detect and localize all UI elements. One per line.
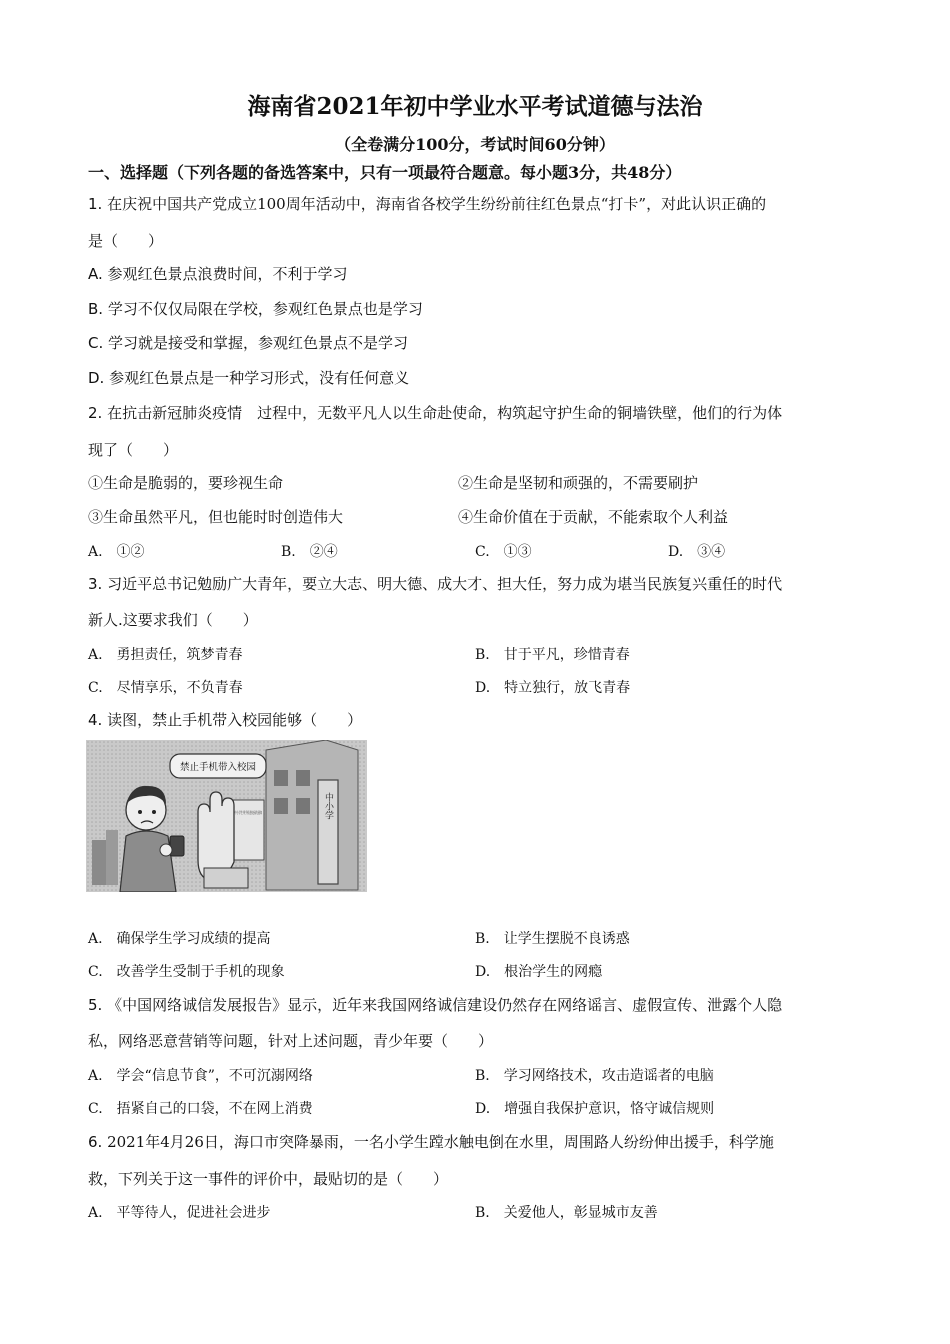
question-text: 《中国网络诚信发展报告》显示，近年来我国网络诚信建设仍然存在网络谣言、虚假宣传、泄露个人隐 <box>107 996 783 1014</box>
sleeve <box>204 868 248 888</box>
question-number: 5. <box>88 996 103 1014</box>
q4-option-d: D. 根治学生的网瘾 <box>475 964 603 980</box>
window <box>274 770 288 786</box>
cartoon-image <box>86 740 367 892</box>
q2-option-b: B. ②④ <box>281 544 338 560</box>
building <box>92 840 106 885</box>
q5-option-b: B. 学习网络技术，攻击造谣者的电脑 <box>475 1068 714 1084</box>
school-name: 中小学 <box>323 792 333 820</box>
q2-statement-4: ④生命价值在于贡献，不能索取个人利益 <box>458 508 729 526</box>
q3-option-b: B. 甘于平凡，珍惜青春 <box>475 647 630 663</box>
question-3-line2: 新人.这要求我们（ ） <box>88 611 258 629</box>
question-4 <box>88 709 362 730</box>
q5-option-d: D. 增强自我保护意识，恪守诚信规则 <box>475 1101 715 1117</box>
q2-option-a: A. ①② <box>88 544 145 560</box>
q1-option-c: C. 学习就是接受和掌握，参观红色景点不是学习 <box>88 334 409 352</box>
q1-option-d: D. 参观红色景点是一种学习形式，没有任何意义 <box>88 369 410 387</box>
question-text: 读图，禁止手机带入校园能够（ ） <box>107 711 363 729</box>
q4-option-a: A. 确保学生学习成绩的提高 <box>88 931 271 947</box>
building <box>106 830 118 885</box>
school-building <box>266 740 358 890</box>
section-heading: 一、选择题（下列各题的备选答案中，只有一项最符合题意。每小题3分，共48分） <box>88 163 682 182</box>
q2-statement-2: ②生命是坚韧和顽强的，不需要刷护 <box>458 474 699 492</box>
q2-statement-3: ③生命虽然平凡，但也能时时创造伟大 <box>88 508 344 526</box>
question-number: 3. <box>88 575 103 593</box>
question-6-line2: 救，下列关于这一事件的评价中，最贴切的是（ ） <box>88 1170 449 1188</box>
page-title: 海南省2021年初中学业水平考试道德与法治 <box>247 93 703 120</box>
q1-option-a: A. 参观红色景点浪费时间，不利于学习 <box>88 265 348 283</box>
q5-option-c: C. 捂紧自己的口袋，不在网上消费 <box>88 1101 313 1117</box>
window <box>274 798 288 814</box>
phone <box>170 836 184 856</box>
q2-statement-1: ①生命是脆弱的，要珍视生命 <box>88 474 284 492</box>
q5-option-a: A. 学会“信息节食”，不可沉溺网络 <box>88 1068 313 1084</box>
question-number: 2. <box>88 404 103 422</box>
q6-option-a: A. 平等待人，促进社会进步 <box>88 1205 271 1221</box>
q3-option-d: D. 特立独行，放飞青春 <box>475 680 631 696</box>
exam-info: （全卷满分100分，考试时间60分钟） <box>335 135 615 154</box>
sign-text: 禁止手机带入校园 <box>179 762 257 773</box>
boy-eye <box>138 810 142 814</box>
question-number: 4. <box>88 711 103 729</box>
window <box>296 798 310 814</box>
q2-option-c: C. ①③ <box>475 544 532 560</box>
question-6 <box>88 1131 774 1152</box>
boy-hand <box>160 844 172 856</box>
question-text: 习近平总书记勉励广大青年，要立大志、明大德、成大才、担大任，努力成为堪当民族复兴重任的时代 <box>107 575 783 593</box>
question-text: 2021年4月26日，海口市突降暴雨，一名小学生蹚水触电倒在水里，周围路人纷纷伸出援手，科学施 <box>107 1133 774 1151</box>
q4-option-b: B. 让学生摆脱不良诱惑 <box>475 931 630 947</box>
question-5 <box>88 994 782 1015</box>
q3-option-a: A. 勇担责任，筑梦青春 <box>88 647 243 663</box>
boy-body <box>120 831 176 892</box>
question-1-line2: 是（ ） <box>88 232 164 250</box>
question-2-line2: 现了（ ） <box>88 441 179 459</box>
question-1 <box>88 193 766 214</box>
q4-option-c: C. 改善学生受制于手机的现象 <box>88 964 285 980</box>
question-number: 6. <box>88 1133 103 1151</box>
question-number: 1. <box>88 195 103 213</box>
boy-eye <box>152 810 156 814</box>
q1-option-b: B. 学习不仅仅局限在学校，参观红色景点也是学习 <box>88 300 423 318</box>
stop-hand <box>198 792 234 880</box>
question-text: 在庆祝中国共产党成立100周年活动中，海南省各校学生纷纷前往红色景点“打卡”，对此认识正确的 <box>107 195 767 213</box>
notice-text: 关于禁止中小学生带手机进校园的通知 <box>226 810 294 815</box>
question-5-line2: 私，网络恶意营销等问题，针对上述问题，青少年要（ ） <box>88 1032 494 1050</box>
q3-option-c: C. 尽情享乐，不负青春 <box>88 680 243 696</box>
question-2 <box>88 402 782 423</box>
q6-option-b: B. 关爱他人，彰显城市友善 <box>475 1205 658 1221</box>
window <box>296 770 310 786</box>
question-text: 在抗击新冠肺炎疫情 过程中，无数平凡人以生命赴使命，构筑起守护生命的铜墙铁壁，他们的行为体 <box>107 404 783 422</box>
question-3 <box>88 573 782 594</box>
q2-option-d: D. ③④ <box>668 544 726 560</box>
